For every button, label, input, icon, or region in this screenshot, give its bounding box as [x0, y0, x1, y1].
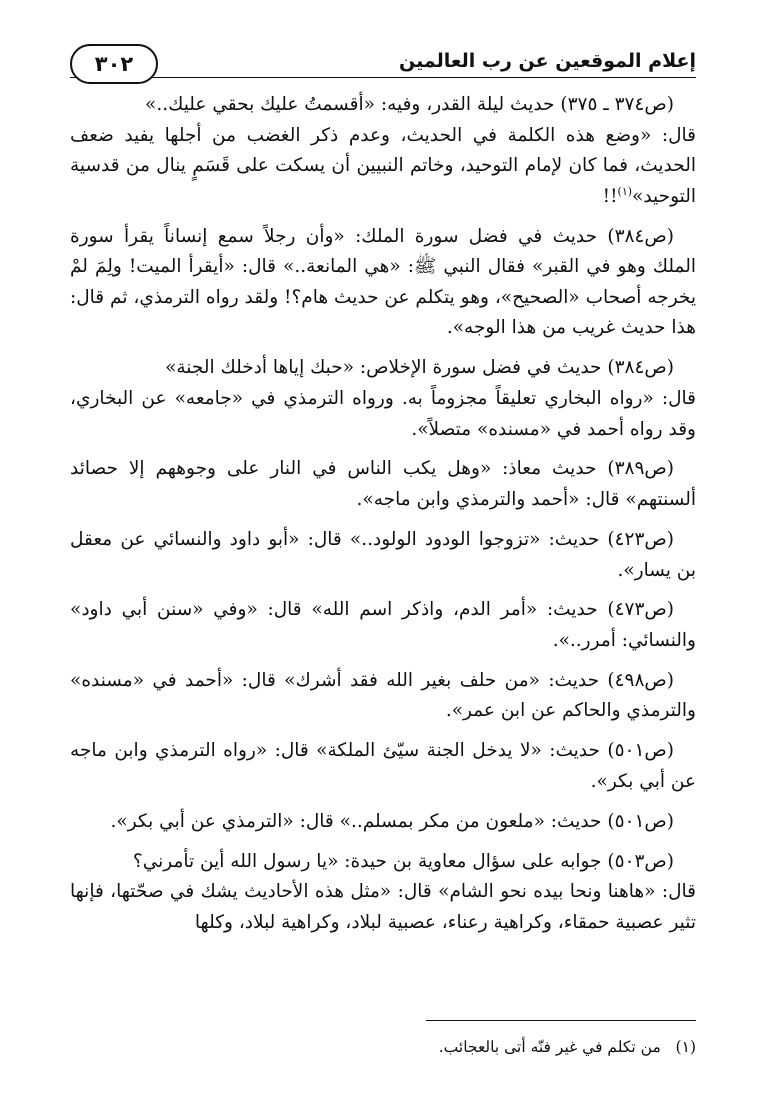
entry-line: قال: «وضع هذه الكلمة في الحديث، وعدم ذكر الغضب من أجلها يفيد ضعف الحديث، فما كان لإمام التوحيد، وخاتم النبيين أن يسكت على قَسَمٍ ينال من قدسية التوحيد»$^{(١)}$!! — [70, 124, 696, 207]
running-header — [70, 44, 696, 82]
entry-10 — [70, 847, 696, 939]
entry-9 — [70, 807, 696, 838]
footnote — [70, 1036, 696, 1058]
entry-5 — [70, 525, 696, 586]
entry-4 — [70, 454, 696, 515]
entry-line: قال: «رواه البخاري تعليقاً مجزوماً به. ورواه الترمذي في «جامعه» عن البخاري، وقد رواه أحمد في «مسنده» متصلاً». — [70, 387, 696, 440]
entry-7 — [70, 666, 696, 727]
footnote-ref: (١) — [617, 184, 633, 198]
page-number-badge: ٣٠٢ — [70, 44, 158, 84]
footnote-marker: (١) — [675, 1038, 696, 1056]
header-rule — [70, 77, 696, 78]
entry-line: (ص٣٨٤) حديث في فضل سورة الملك: «وأن رجلاً سمع إنساناً يقرأ سورة الملك وهو في القبر» فقال النبي ﷺ: «هي المانعة..» قال: «أيقرأ الميت! ولِمَ لمْ يخرجه أصحاب «الصحيح»، وهو يتكلم عن حديث هام؟! ولقد رواه الترمذي، ثم قال: هذا حديث غريب من هذا الوجه». — [70, 225, 696, 339]
entry-line: (ص٣٧٤ ـ ٣٧٥) حديث ليلة القدر، وفيه: «أقسمتُ عليك بحقي عليك..» — [145, 94, 674, 115]
entry-line: (ص٤٩٨) حديث: «من حلف بغير الله فقد أشرك» قال: «أحمد في «مسنده» والترمذي والحاكم عن ابن عمر». — [70, 669, 696, 722]
entry-8 — [70, 736, 696, 797]
entry-line: (ص٥٠١) حديث: «لا يدخل الجنة سيّئ الملكة» قال: «رواه الترمذي وابن ماجه عن أبي بكر». — [70, 740, 696, 792]
entry-line: (ص٥٠١) حديث: «ملعون من مكر بمسلم..» قال: «الترمذي عن أبي بكر». — [110, 810, 674, 832]
entry-2 — [70, 222, 696, 344]
entry-line: (ص٣٨٤) حديث في فضل سورة الإخلاص: «حبك إياها أدخلك الجنة» — [165, 357, 674, 379]
footnote-text: من تكلم في غير فنّه أتى بالعجائب. — [438, 1038, 661, 1056]
entry-line: (ص٣٨٩) حديث معاذ: «وهل يكب الناس في النار على وجوههم إلا حصائد ألسنتهم» قال: «أحمد والترمذي وابن ماجه». — [70, 458, 696, 511]
entry-line: (ص٤٧٣) حديث: «أمر الدم، واذكر اسم الله» قال: «وفي «سنن أبي داود» والنسائي: أمرر..». — [70, 599, 696, 651]
entry-line: قال: «هاهنا ونحا بيده نحو الشام» قال: «مثل هذه الأحاديث يشك في صحّتها، فإنها تثير عصبية حمقاء، وكراهية رعناء، عصبية لبلاد، وكراهية لبلاد، وكلها — [70, 881, 696, 933]
entry-1 — [70, 90, 696, 212]
page-body — [70, 90, 696, 948]
entry-line: (ص٥٠٣) جوابه على سؤال معاوية بن حيدة: «يا رسول الله أين تأمرني؟ — [132, 850, 674, 872]
entry-3 — [70, 353, 696, 445]
entry-6 — [70, 595, 696, 656]
exclamation: !! — [602, 185, 618, 207]
book-title: إعلام الموقعين عن رب العالمين — [399, 50, 696, 72]
entry-line: (ص٤٢٣) حديث: «تزوجوا الودود الولود..» قال: «أبو داود والنسائي عن معقل بن يسار». — [70, 528, 696, 581]
footnote-rule — [426, 1020, 696, 1021]
